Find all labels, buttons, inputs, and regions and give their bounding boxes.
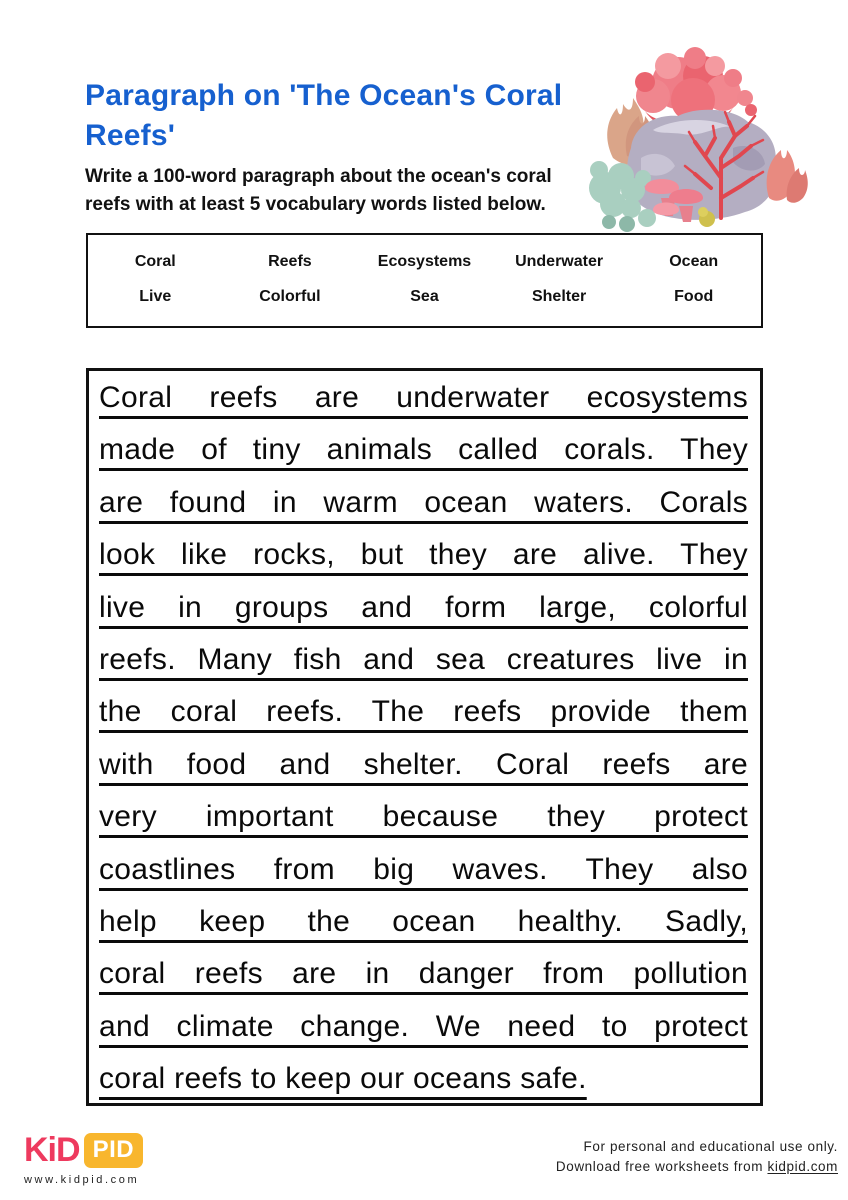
coral-reef-image xyxy=(583,38,825,236)
page-title: Paragraph on 'The Ocean's Coral Reefs' xyxy=(85,79,563,152)
logo-kid-text: KiD xyxy=(24,1131,80,1169)
download-note xyxy=(556,1157,838,1177)
vocab-word: Food xyxy=(674,287,714,305)
paragraph-line: and climate change. We need to protect xyxy=(99,1009,748,1043)
footer-note xyxy=(556,1137,838,1177)
paragraph-answer-box xyxy=(86,368,763,1106)
paragraph-line: made of tiny animals called corals. They xyxy=(99,433,748,467)
paragraph-line: look like rocks, but they are alive. They xyxy=(99,538,748,572)
vocab-word: Underwater xyxy=(515,253,604,271)
usage-note: For personal and educational use only. xyxy=(583,1139,838,1154)
paragraph-line: very important because they protect xyxy=(99,800,748,834)
vocab-word: Coral xyxy=(134,253,176,271)
paragraph-line: coral reefs are in danger from pollution xyxy=(99,957,748,991)
paragraph-line: the coral reefs. The reefs provide them xyxy=(99,695,748,729)
kidpid-logo xyxy=(24,1131,204,1186)
download-note-prefix: Download free worksheets from xyxy=(555,1159,768,1174)
paragraph-line: coastlines from big waves. They also xyxy=(99,852,748,886)
logo-pid-badge: PID xyxy=(84,1133,144,1168)
paragraph-line: with food and shelter. Coral reefs are xyxy=(99,747,748,781)
vocab-word: Colorful xyxy=(259,287,321,305)
paragraph-line: coral reefs to keep our oceans safe. xyxy=(99,1062,587,1096)
paragraph-line: are found in warm ocean waters. Corals xyxy=(99,485,748,519)
vocab-word: Ocean xyxy=(669,253,719,271)
vocab-word: Live xyxy=(139,287,172,305)
vocab-word: Sea xyxy=(410,287,439,305)
paragraph-line: live in groups and form large, colorful xyxy=(99,590,748,624)
vocabulary-box xyxy=(86,233,763,328)
logo-website-text: www.kidpid.com xyxy=(24,1174,140,1186)
paragraph-line: Coral reefs are underwater ecosystems xyxy=(99,381,748,414)
vocab-word: Reefs xyxy=(268,253,312,271)
instructions-text: Write a 100-word paragraph about the ocean's coral reefs with at least 5 vocabulary words listed below. xyxy=(85,166,552,215)
vocab-word: Shelter xyxy=(531,287,587,305)
vocab-word: Ecosystems xyxy=(377,253,472,271)
kidpid-link[interactable]: kidpid.com xyxy=(767,1159,838,1174)
paragraph-line: help keep the ocean healthy. Sadly, xyxy=(99,904,748,938)
coral-reef-illustration xyxy=(583,38,825,236)
paragraph-line: reefs. Many fish and sea creatures live in xyxy=(99,642,748,676)
